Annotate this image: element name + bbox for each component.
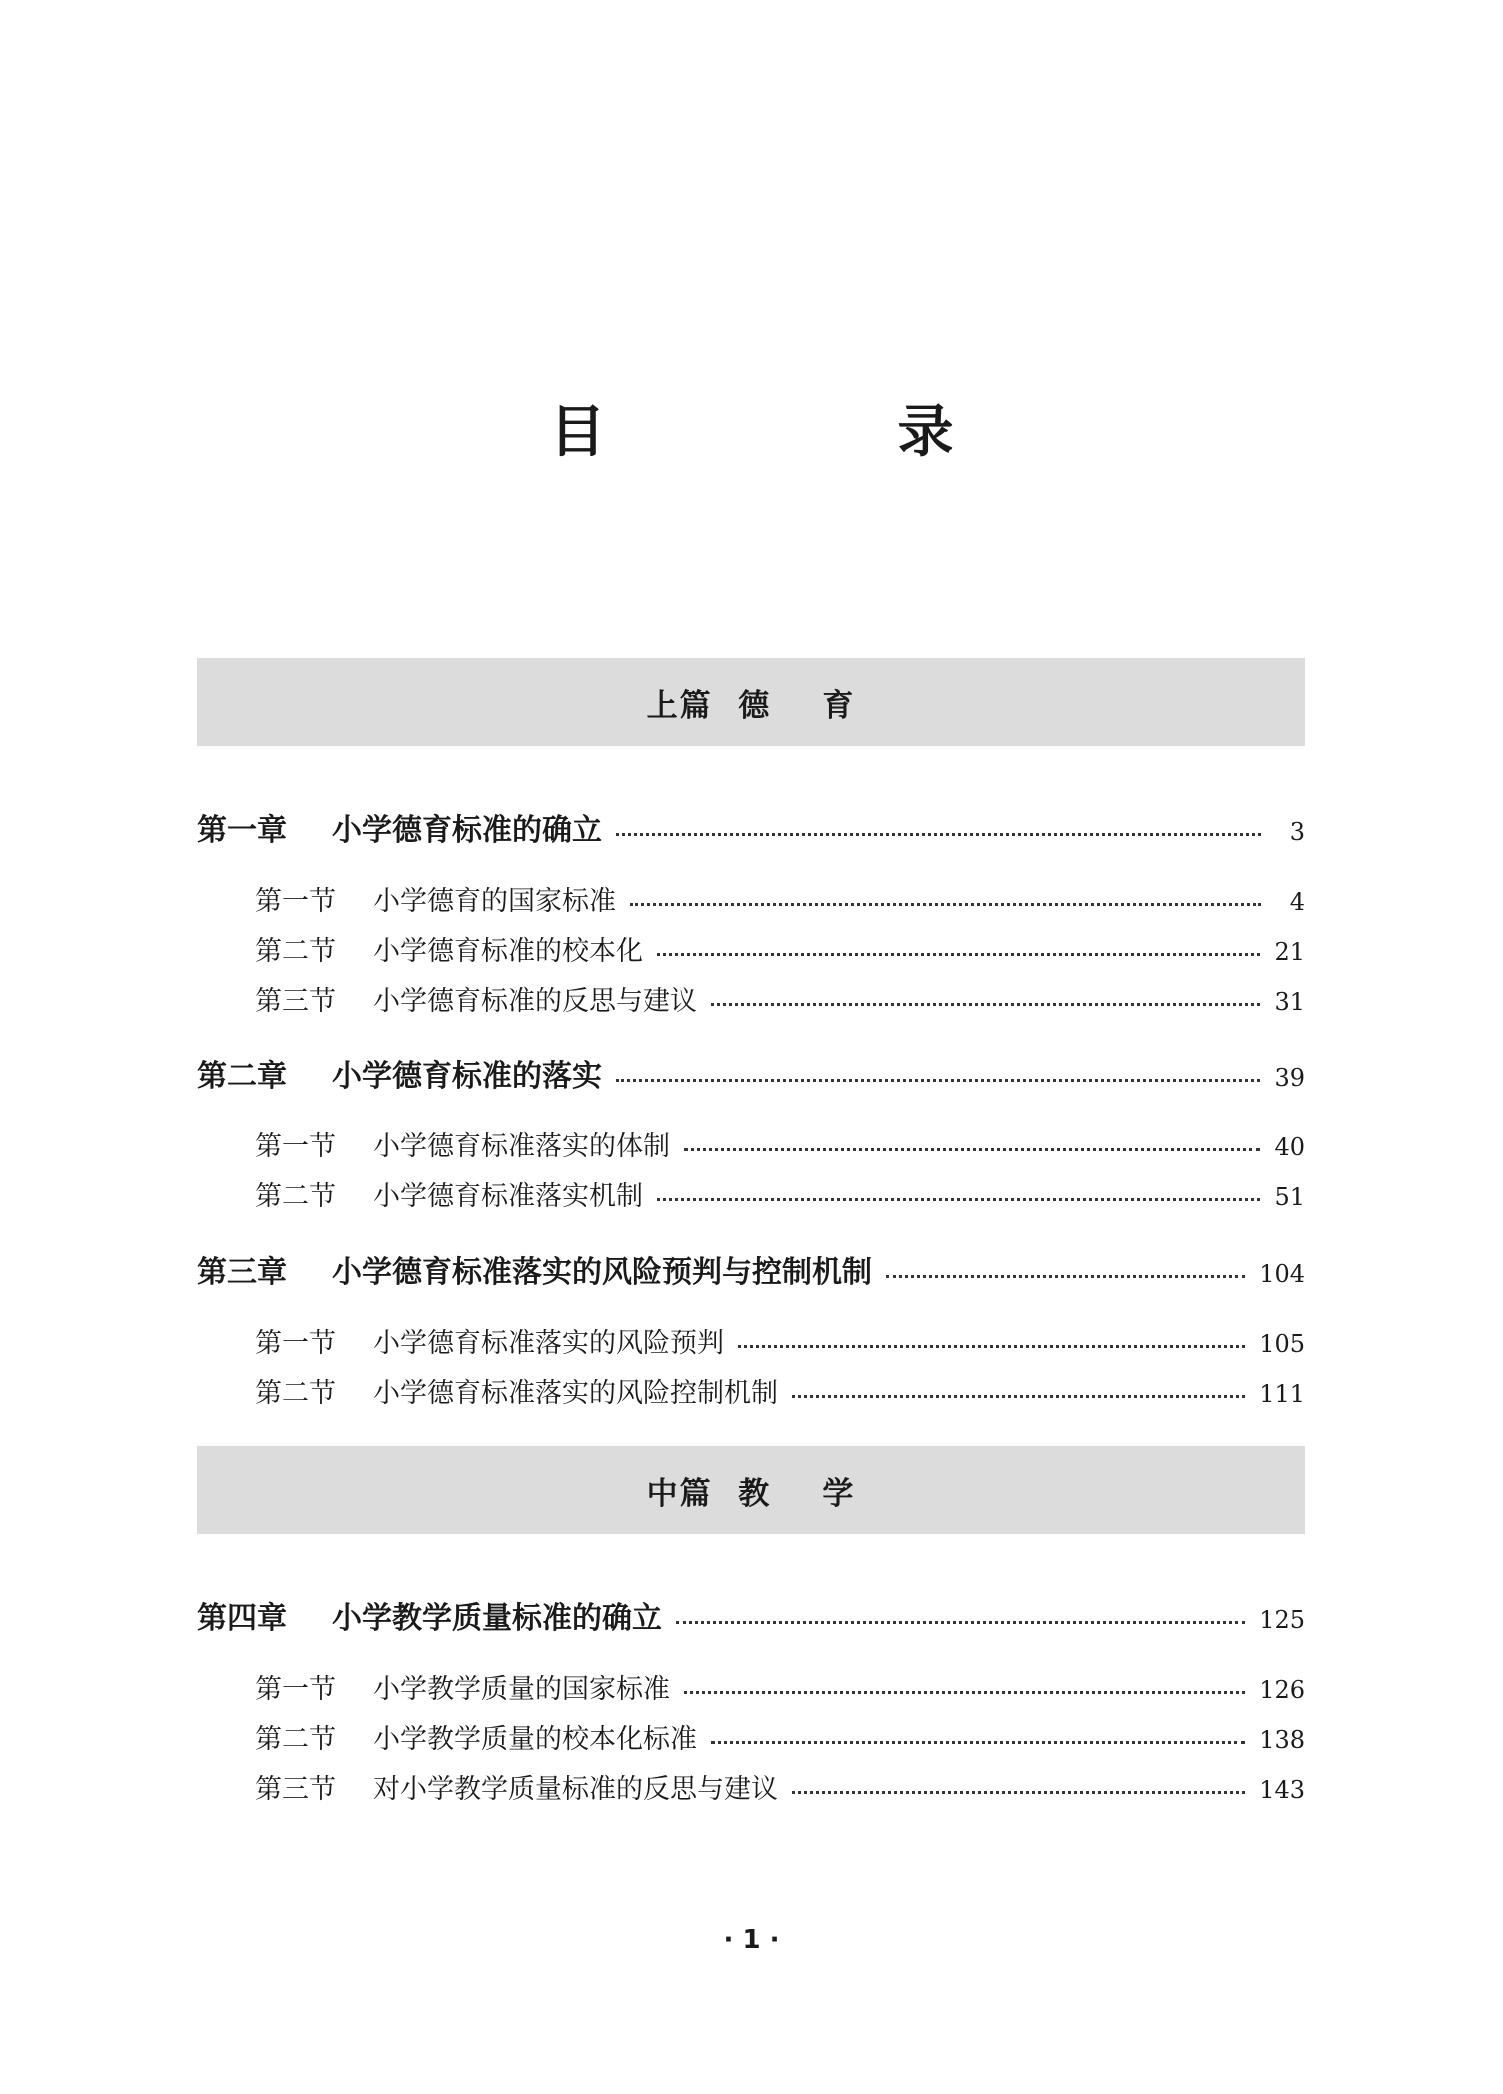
toc-section-3-2[interactable] [255, 1371, 1305, 1411]
dot-leader [616, 1079, 1260, 1082]
chapter-page: 125 [1259, 1606, 1305, 1634]
section-number: 第一节 [255, 1674, 336, 1705]
toc-chapter-4[interactable] [197, 1593, 1305, 1636]
chapter-title: 小学德育标准落实的风险预判与控制机制 [332, 1255, 872, 1290]
dot-leader [711, 1003, 1260, 1006]
section-page: 31 [1274, 988, 1305, 1016]
chapter-number: 第三章 [197, 1255, 287, 1290]
toc-chapter-1[interactable] [197, 805, 1305, 848]
toc-section-3-1[interactable] [255, 1321, 1305, 1361]
page-number: · 1 · [723, 1925, 780, 1955]
dot-leader [684, 1148, 1260, 1151]
section-number: 第一节 [255, 1131, 336, 1162]
section-page: 143 [1259, 1776, 1305, 1804]
dot-leader [684, 1691, 1245, 1694]
chapter-title: 小学德育标准的落实 [332, 1059, 602, 1094]
section-title: 小学德育标准落实的体制 [373, 1131, 670, 1162]
part-banner-upper [197, 658, 1305, 746]
section-number: 第三节 [255, 1774, 336, 1805]
section-number: 第二节 [255, 1181, 336, 1212]
toc-section-4-2[interactable] [255, 1717, 1305, 1757]
section-page: 51 [1274, 1183, 1305, 1211]
chapter-title: 小学教学质量标准的确立 [332, 1601, 662, 1636]
section-number: 第一节 [255, 886, 336, 917]
section-title: 小学德育标准的校本化 [373, 936, 643, 967]
part-label: 中篇 教 学 [646, 1475, 856, 1512]
section-title: 小学教学质量的国家标准 [373, 1674, 670, 1705]
section-title: 小学德育标准落实的风险控制机制 [373, 1378, 778, 1409]
part-label: 上篇 德 育 [646, 687, 856, 724]
chapter-number: 第二章 [197, 1059, 287, 1094]
part-banner-middle [197, 1446, 1305, 1534]
toc-section-4-3[interactable] [255, 1767, 1305, 1807]
section-page: 4 [1289, 888, 1305, 916]
chapter-number: 第四章 [197, 1601, 287, 1636]
dot-leader [711, 1741, 1245, 1744]
section-title: 小学德育标准落实机制 [373, 1181, 643, 1212]
section-number: 第二节 [255, 1378, 336, 1409]
section-page: 126 [1259, 1676, 1305, 1704]
chapter-number: 第一章 [197, 813, 287, 848]
dot-leader [738, 1345, 1245, 1348]
chapter-title: 小学德育标准的确立 [332, 813, 602, 848]
toc-section-2-1[interactable] [255, 1124, 1305, 1164]
section-title: 小学教学质量的校本化标准 [373, 1724, 697, 1755]
section-title: 小学德育标准落实的风险预判 [373, 1328, 724, 1359]
section-number: 第三节 [255, 986, 336, 1017]
section-number: 第二节 [255, 936, 336, 967]
section-title: 小学德育标准的反思与建议 [373, 986, 697, 1017]
dot-leader [676, 1621, 1245, 1624]
toc-chapter-3[interactable] [197, 1247, 1305, 1290]
section-page: 111 [1259, 1380, 1305, 1408]
dot-leader [630, 903, 1261, 906]
dot-leader [657, 953, 1260, 956]
chapter-page: 104 [1259, 1260, 1305, 1288]
dot-leader [792, 1791, 1245, 1794]
section-number: 第二节 [255, 1724, 336, 1755]
section-page: 21 [1274, 938, 1305, 966]
section-number: 第一节 [255, 1328, 336, 1359]
section-page: 105 [1259, 1330, 1305, 1358]
dot-leader [657, 1198, 1260, 1201]
section-page: 40 [1274, 1133, 1305, 1161]
section-title: 对小学教学质量标准的反思与建议 [373, 1774, 778, 1805]
page-title: 目 录 [549, 400, 1072, 465]
toc-section-1-1[interactable] [255, 879, 1305, 919]
chapter-page: 39 [1274, 1064, 1305, 1092]
toc-section-2-2[interactable] [255, 1174, 1305, 1214]
toc-section-1-3[interactable] [255, 979, 1305, 1019]
toc-section-1-2[interactable] [255, 929, 1305, 969]
chapter-page: 3 [1289, 818, 1305, 846]
toc-section-4-1[interactable] [255, 1667, 1305, 1707]
section-page: 138 [1259, 1726, 1305, 1754]
dot-leader [616, 833, 1261, 836]
section-title: 小学德育的国家标准 [373, 886, 616, 917]
dot-leader [886, 1275, 1245, 1278]
toc-chapter-2[interactable] [197, 1051, 1305, 1094]
dot-leader [792, 1395, 1245, 1398]
